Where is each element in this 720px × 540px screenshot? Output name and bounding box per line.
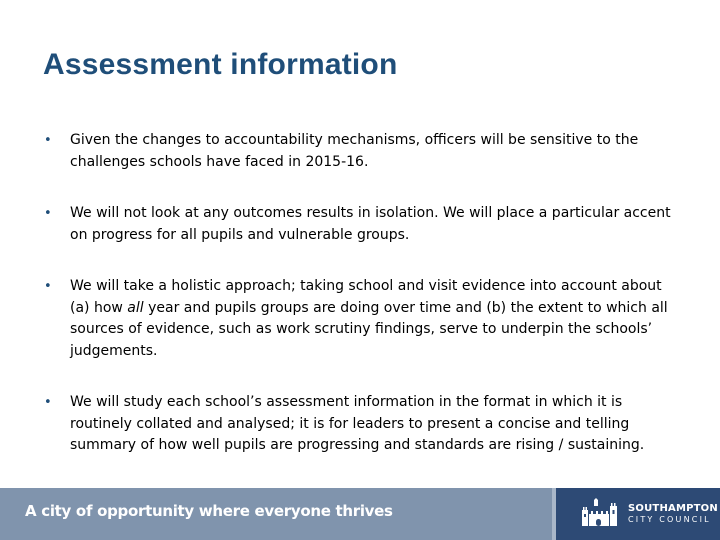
- bullet-text: year and pupils groups are doing over time and (b) the extent to which all sources of evidence, such as work scrutiny findings, serve to underpin the schools’ judgements.: [70, 299, 668, 359]
- footer-bar: [0, 488, 720, 540]
- council-logo-text: [628, 503, 718, 525]
- bullet-dot-icon: •: [44, 395, 52, 410]
- logo-line-1: SOUTHAMPTON: [628, 503, 718, 514]
- city-emblem-icon: [580, 496, 622, 530]
- bullet-text-emphasis: all: [127, 299, 144, 316]
- bullet-text: We will study each school’s assessment information in the format in which it is routinely collated and analysed; it is for leaders to present a concise and telling summary of how well pupils are progressing and standards are rising / sustaining.: [70, 394, 645, 453]
- bullet-dot-icon: •: [44, 279, 52, 294]
- slide-title: Assessment information: [43, 48, 398, 81]
- bullet-item: [44, 392, 684, 457]
- bullet-text: Given the changes to accountability mechanisms, officers will be sensitive to the challenges schools have faced in 2015-16.: [70, 132, 639, 170]
- logo-line-2: CITY COUNCIL: [628, 515, 711, 524]
- bullet-list: [44, 130, 684, 487]
- bullet-text: We will take a holistic approach; taking school and visit evidence into account about (a) how: [70, 278, 662, 316]
- bullet-item: [44, 276, 684, 362]
- bullet-item: [44, 203, 684, 246]
- bullet-dot-icon: •: [44, 206, 52, 221]
- bullet-text: We will not look at any outcomes results in isolation. We will place a particular accent on progress for all pupils and vulnerable groups.: [70, 205, 671, 243]
- council-logo: [556, 488, 720, 540]
- bullet-item: [44, 130, 684, 173]
- footer-tagline: A city of opportunity where everyone thrives: [25, 502, 393, 520]
- bullet-dot-icon: •: [44, 133, 52, 148]
